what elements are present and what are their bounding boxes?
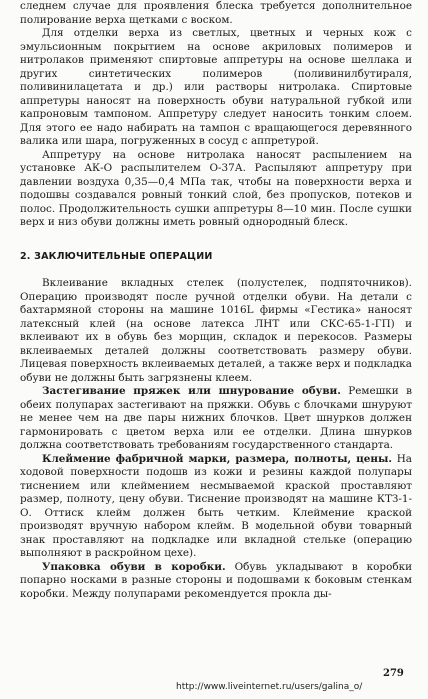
paragraph-lacing-body: Ремешки в обеих полупарах застегивают на пряжки. Обувь с блочками шнуруют не менее чем на две пары нижних блочков. Цвет шнурков должен гармонировать с цветом верха или ее отделки. Длина шнурков должна соответствовать требованиям государственного стандарта. xyxy=(20,385,412,451)
section-heading: 2. ЗАКЛЮЧИТЕЛЬНЫЕ ОПЕРАЦИИ xyxy=(20,250,213,262)
paragraph-nitrolac-spray: Аппретуру на основе нитролака наносят распылением на установке АК-О распылителем О-37А. Распыляют аппретуру при давлении воздуха 0,35—0,4 МПа так, чтобы на поверхности верха и подошвы создавался ровный тонкий слой, без пропусков, потеков и полос. Продолжительность сушки аппретуры 8—10 мин. После сушки верх и низ обуви должны иметь ровный однородный блеск. xyxy=(20,148,412,228)
page-number: 279 xyxy=(383,668,404,679)
paragraph-lacing-title: Застегивание пряжек или шнурование обуви. xyxy=(42,385,341,397)
paragraph-marking-body: На ходовой поверхности подошв из кожи и резины каждой полупары тиснением или клеймением несмываемой краской проставляют размер, полноту, цену обуви. Тиснение производят на машине КТЗ-1-О. Оттиск клейм должен быть четким. Клеймение краской производят вручную набором клейм. В модельной обуви товарный знак проставляют на подкладке или вкладной стельке (операцию выполняют в раскройном цехе). xyxy=(20,452,413,559)
paragraph-lacing xyxy=(20,385,412,453)
watermark-url: http://www.liveinternet.ru/users/galina_o/ xyxy=(176,682,363,692)
paragraph-packing-body: Обувь укладывают в коробки попарно носками в разные стороны и подошвами к боковым стенкам коробки. Между полупарами рекомендуется прокла ды- xyxy=(20,560,412,600)
paragraph-packing xyxy=(20,561,412,602)
paragraph-continued: следнем случае для проявления блеска требуется дополнительное полирование верха щетками с воском. xyxy=(20,0,412,26)
paragraph-spirit-finish: Для отделки верха из светлых, цветных и черных кож с эмульсионным покрытием на основе акриловых полимеров и нитролаков применяют спиртовые аппретуры на основе шеллака и других синтетических полимеров (поливинилбутираля, поливинилацетата и др.) или растворы нитролака. Спиртовые аппретуры наносят на поверхность обуви натуральной губкой или капроновым тампоном. Аппретуру следует наносить тонким слоем. Для этого ее надо набирать на тампон с вращающегося деревянного валика или шара, погруженных в сосуд с аппретурой. xyxy=(20,27,412,147)
paragraph-packing-title: Упаковка обуви в коробки. xyxy=(42,560,226,573)
paragraph-insoles: Вклеивание вкладных стелек (полустелек, подпяточников). Операцию производят после ручной отделки обуви. На детали с бахтармяной стороны на машине 1016L фирмы «Гестика» наносят латексный клей (на основе латекса ЛНТ или СКС-65-1-ГП) и вклеивают их в обувь без морщин, складок и перекосов. Размеры вклеиваемых деталей должны соответствовать размеру обуви. Лицевая поверхность вклеиваемых деталей, а также верх и подкладка обуви не должны быть загрязнены клеем. xyxy=(20,277,412,384)
paragraph-marking-title: Клеймение фабричной марки, размера, полноты, цены. xyxy=(42,452,393,465)
text-column xyxy=(20,0,412,601)
paragraph-marking xyxy=(20,453,412,561)
